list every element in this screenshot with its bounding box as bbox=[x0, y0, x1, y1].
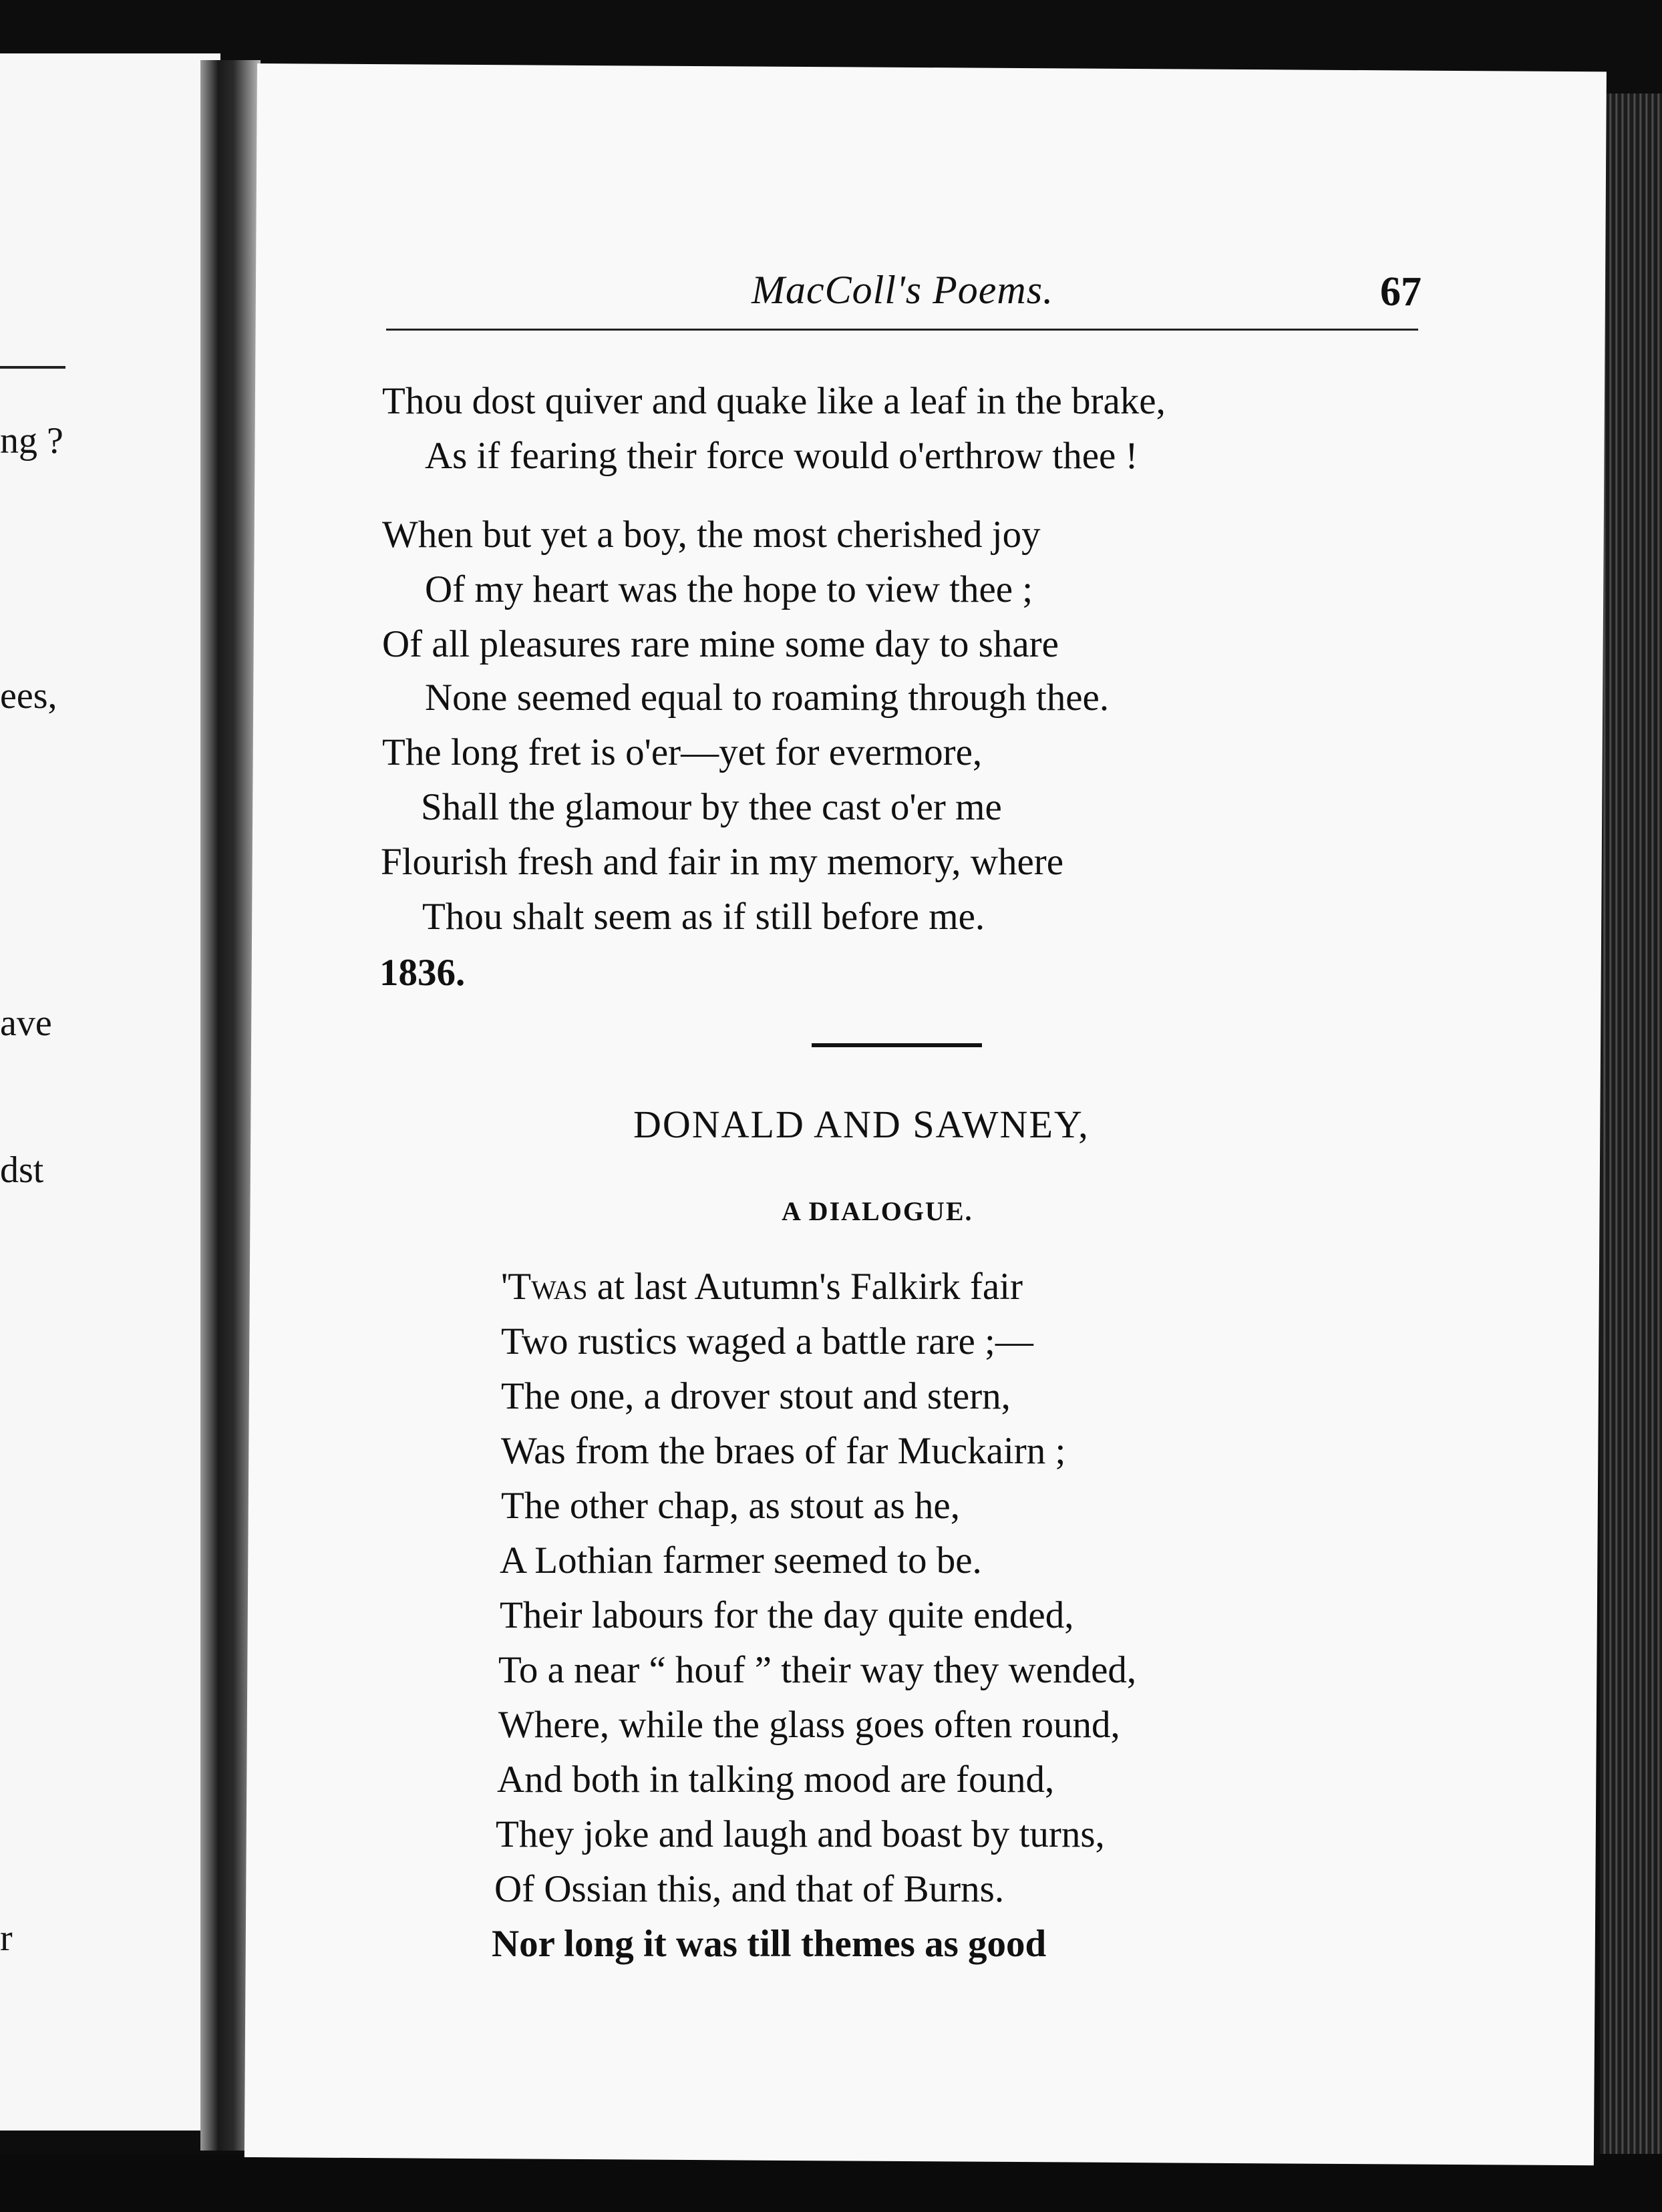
page-number: 67 bbox=[1380, 269, 1422, 315]
verse-line: When but yet a boy, the most cherished joy bbox=[382, 514, 1041, 556]
left-facing-page bbox=[0, 53, 220, 2131]
verse-line: They joke and laugh and boast by turns, bbox=[496, 1813, 1105, 1855]
drop-word: 'Twas bbox=[501, 1266, 588, 1308]
verse-line: Shall the glamour by thee cast o'er me bbox=[421, 786, 1002, 828]
verse-line: The other chap, as stout as he, bbox=[501, 1485, 960, 1527]
verse-line: Their labours for the day quite ended, bbox=[500, 1594, 1074, 1636]
left-page-rule bbox=[0, 366, 65, 369]
verse-line: To a near “ houf ” their way they wended, bbox=[498, 1649, 1137, 1691]
verse-line: A Lothian farmer seemed to be. bbox=[500, 1539, 982, 1582]
verse-line: Of all pleasures rare mine some day to share bbox=[382, 623, 1059, 665]
verse-line: Thou dost quiver and quake like a leaf in the brake, bbox=[382, 380, 1166, 422]
verse-line: The one, a drover stout and stern, bbox=[501, 1375, 1011, 1417]
verse-line bbox=[501, 1268, 1023, 1306]
verse-line: Two rustics waged a battle rare ;— bbox=[501, 1320, 1033, 1362]
verse-line: Of my heart was the hope to view thee ; bbox=[425, 568, 1033, 610]
verse-line: The long fret is o'er—yet for evermore, bbox=[382, 731, 983, 773]
page-edges bbox=[1600, 94, 1662, 2212]
running-head: MacColl's Poems. bbox=[752, 268, 1054, 312]
poem-date: 1836. bbox=[379, 952, 466, 994]
verse-line: Of Ossian this, and that of Burns. bbox=[494, 1868, 1005, 1910]
left-page-fragment: r bbox=[0, 1917, 13, 1959]
verse-line: Was from the braes of far Muckairn ; bbox=[501, 1430, 1066, 1472]
verse-line: Nor long it was till themes as good bbox=[492, 1923, 1047, 1965]
verse-line: Flourish fresh and fair in my memory, where bbox=[381, 841, 1064, 883]
verse-line: Where, while the glass goes often round, bbox=[498, 1704, 1120, 1746]
verse-line: As if fearing their force would o'erthrow thee ! bbox=[425, 435, 1138, 477]
verse-line: And both in talking mood are found, bbox=[497, 1759, 1055, 1801]
poem-title: DONALD AND SAWNEY, bbox=[633, 1103, 1090, 1146]
left-page-fragment: ees, bbox=[0, 675, 57, 717]
left-page-fragment: ng ? bbox=[0, 420, 63, 462]
left-page-fragment: dst bbox=[0, 1149, 44, 1191]
section-divider bbox=[812, 1043, 982, 1047]
verse-line: Thou shalt seem as if still before me. bbox=[422, 896, 985, 938]
left-page-fragment: ave bbox=[0, 1002, 52, 1044]
verse-line: None seemed equal to roaming through thee. bbox=[425, 677, 1110, 719]
header-rule bbox=[386, 329, 1418, 331]
verse-line-text: at last Autumn's Falkirk fair bbox=[587, 1266, 1023, 1308]
poem-subtitle: A DIALOGUE. bbox=[782, 1196, 973, 1226]
